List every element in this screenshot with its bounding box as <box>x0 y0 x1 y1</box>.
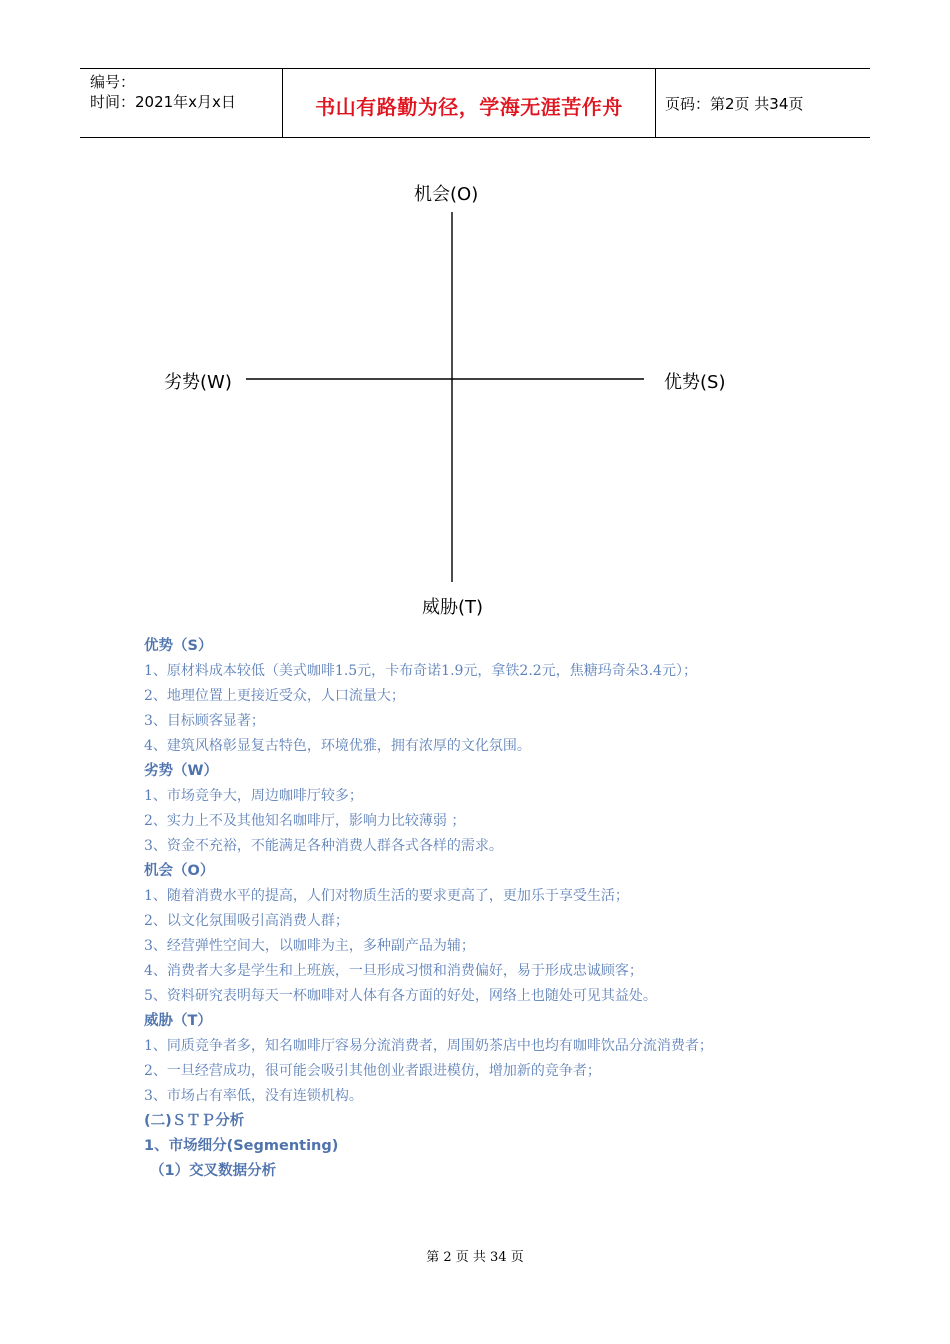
list-item: 1、随着消费水平的提高，人们对物质生活的要求更高了，更加乐于享受生活； <box>144 888 629 904</box>
list-item: 2、以文化氛围吸引高消费人群； <box>144 913 349 929</box>
document-date-label: 时间：2021年x月x日 <box>90 93 236 111</box>
swot-axes <box>150 170 790 630</box>
section-heading-opportunities: 机会（O） <box>144 863 215 879</box>
subsection-heading-cross-data: （1）交叉数据分析 <box>150 1163 277 1179</box>
list-item: 1、市场竞争大，周边咖啡厅较多； <box>144 788 363 804</box>
list-item: 4、消费者大多是学生和上班族，一旦形成习惯和消费偏好，易于形成忠诚顾客； <box>144 963 643 979</box>
axis-label-strength: 优势(S) <box>664 372 726 393</box>
axis-label-threat: 威胁(T) <box>422 597 484 618</box>
subsection-heading-segmenting: 1、市场细分(Segmenting) <box>144 1138 339 1154</box>
list-item: 4、建筑风格彰显复古特色，环境优雅，拥有浓厚的文化氛围。 <box>144 738 531 754</box>
header-info-cell <box>80 69 282 137</box>
axis-label-weakness: 劣势(W) <box>164 372 232 393</box>
document-body <box>144 634 844 1184</box>
list-item: 5、资料研究表明每天一杯咖啡对人体有各方面的好处，网络上也随处可见其益处。 <box>144 988 657 1004</box>
list-item: 3、经营弹性空间大，以咖啡为主，多种副产品为辅； <box>144 938 475 954</box>
list-item: 1、同质竞争者多，知名咖啡厅容易分流消费者，周围奶茶店中也均有咖啡饮品分流消费者； <box>144 1038 713 1054</box>
section-heading-threats: 威胁（T） <box>144 1013 212 1029</box>
list-item: 2、一旦经营成功，很可能会吸引其他创业者跟进模仿，增加新的竞争者； <box>144 1063 601 1079</box>
list-item: 3、市场占有率低，没有连锁机构。 <box>144 1088 363 1104</box>
header-motto-cell <box>282 69 656 137</box>
section-heading-strengths: 优势（S） <box>144 638 213 654</box>
document-number-label: 编号： <box>90 73 136 91</box>
swot-diagram <box>150 170 790 630</box>
page-footer: 第 2 页 共 34 页 <box>426 1250 524 1265</box>
list-item: 3、目标顾客显著； <box>144 713 265 729</box>
list-item: 1、原材料成本较低（美式咖啡1.5元，卡布奇诺1.9元，拿铁2.2元，焦糖玛奇朵3.4元）； <box>144 663 697 679</box>
header-motto: 书山有路勤为径，学海无涯苦作舟 <box>315 95 623 119</box>
list-item: 2、地理位置上更接近受众，人口流量大； <box>144 688 405 704</box>
document-header <box>80 68 870 138</box>
list-item: 3、资金不充裕，不能满足各种消费人群各式各样的需求。 <box>144 838 503 854</box>
section-heading-stp: (二)ＳＴＰ分析 <box>144 1113 245 1129</box>
list-item: 2、实力上不及其他知名咖啡厅，影响力比较薄弱 ； <box>144 813 466 829</box>
header-page-cell <box>655 69 870 137</box>
section-heading-weaknesses: 劣势（W） <box>144 763 218 779</box>
header-page-number: 页码：第2页 共34页 <box>665 95 804 113</box>
axis-label-opportunity: 机会(O) <box>414 184 479 205</box>
